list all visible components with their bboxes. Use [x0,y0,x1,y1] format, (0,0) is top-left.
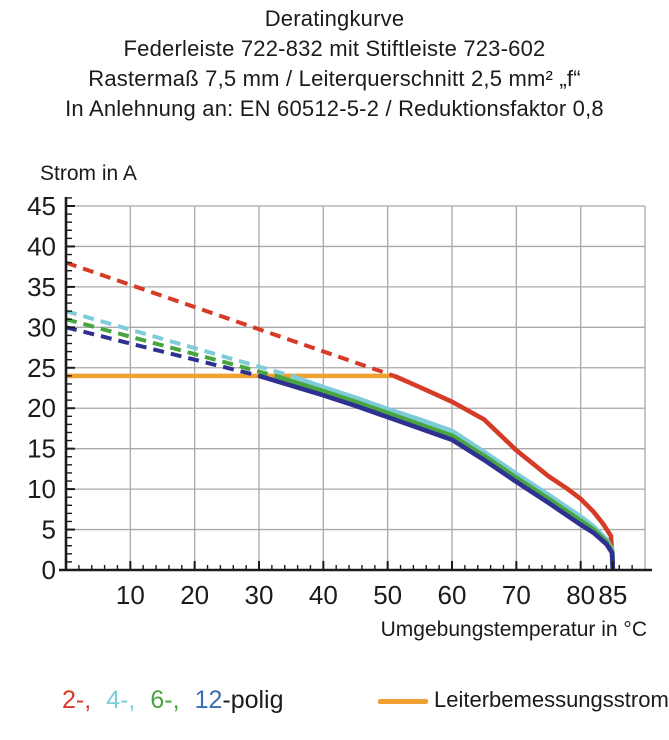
title-line-3: Rastermaß 7,5 mm / Leiterquerschnitt 2,5 mm² „f“ [88,66,581,91]
svg-text:80: 80 [566,580,596,610]
svg-text:45: 45 [27,191,56,221]
rated-current-legend-swatch [378,699,428,704]
y-axis-title: Strom in A [40,162,137,185]
svg-text:15: 15 [27,433,56,464]
legend-color-items [62,686,284,715]
rated-current-legend-label: Leiterbemessungsstrom [434,687,669,712]
chart-title-block [0,4,669,124]
title-line-4: In Anlehnung an: EN 60512-5-2 / Reduktionsfaktor 0,8 [65,96,604,121]
legend-item-6: 6-, [150,686,180,714]
svg-text:20: 20 [180,580,210,610]
svg-text:50: 50 [373,580,403,610]
svg-text:60: 60 [437,580,467,610]
svg-text:35: 35 [27,271,56,302]
derating-curve-svg [0,160,669,620]
legend-item-2: 2-, [62,686,92,714]
legend-item-4: 4-, [106,686,136,714]
svg-text:25: 25 [27,352,56,383]
svg-text:70: 70 [501,580,531,610]
svg-text:0: 0 [41,555,56,585]
x-axis-title: Umgebungstemperatur in °C [380,618,647,641]
legend-suffix-polig: -polig [222,686,284,714]
svg-text:40: 40 [308,580,338,610]
svg-text:10: 10 [115,580,145,610]
svg-text:85: 85 [598,580,628,610]
legend-item-12: 12 [194,686,223,714]
svg-text:10: 10 [27,474,56,505]
svg-text:40: 40 [27,231,56,262]
svg-text:30: 30 [27,312,56,343]
title-line-2: Federleiste 722-832 mit Stiftleiste 723-602 [123,36,546,61]
chart-plot-area [0,160,669,620]
svg-text:30: 30 [244,580,274,610]
pole-count-legend [62,686,284,715]
title-line-1: Deratingkurve [264,6,405,31]
svg-text:20: 20 [27,393,56,424]
svg-text:5: 5 [41,514,56,545]
